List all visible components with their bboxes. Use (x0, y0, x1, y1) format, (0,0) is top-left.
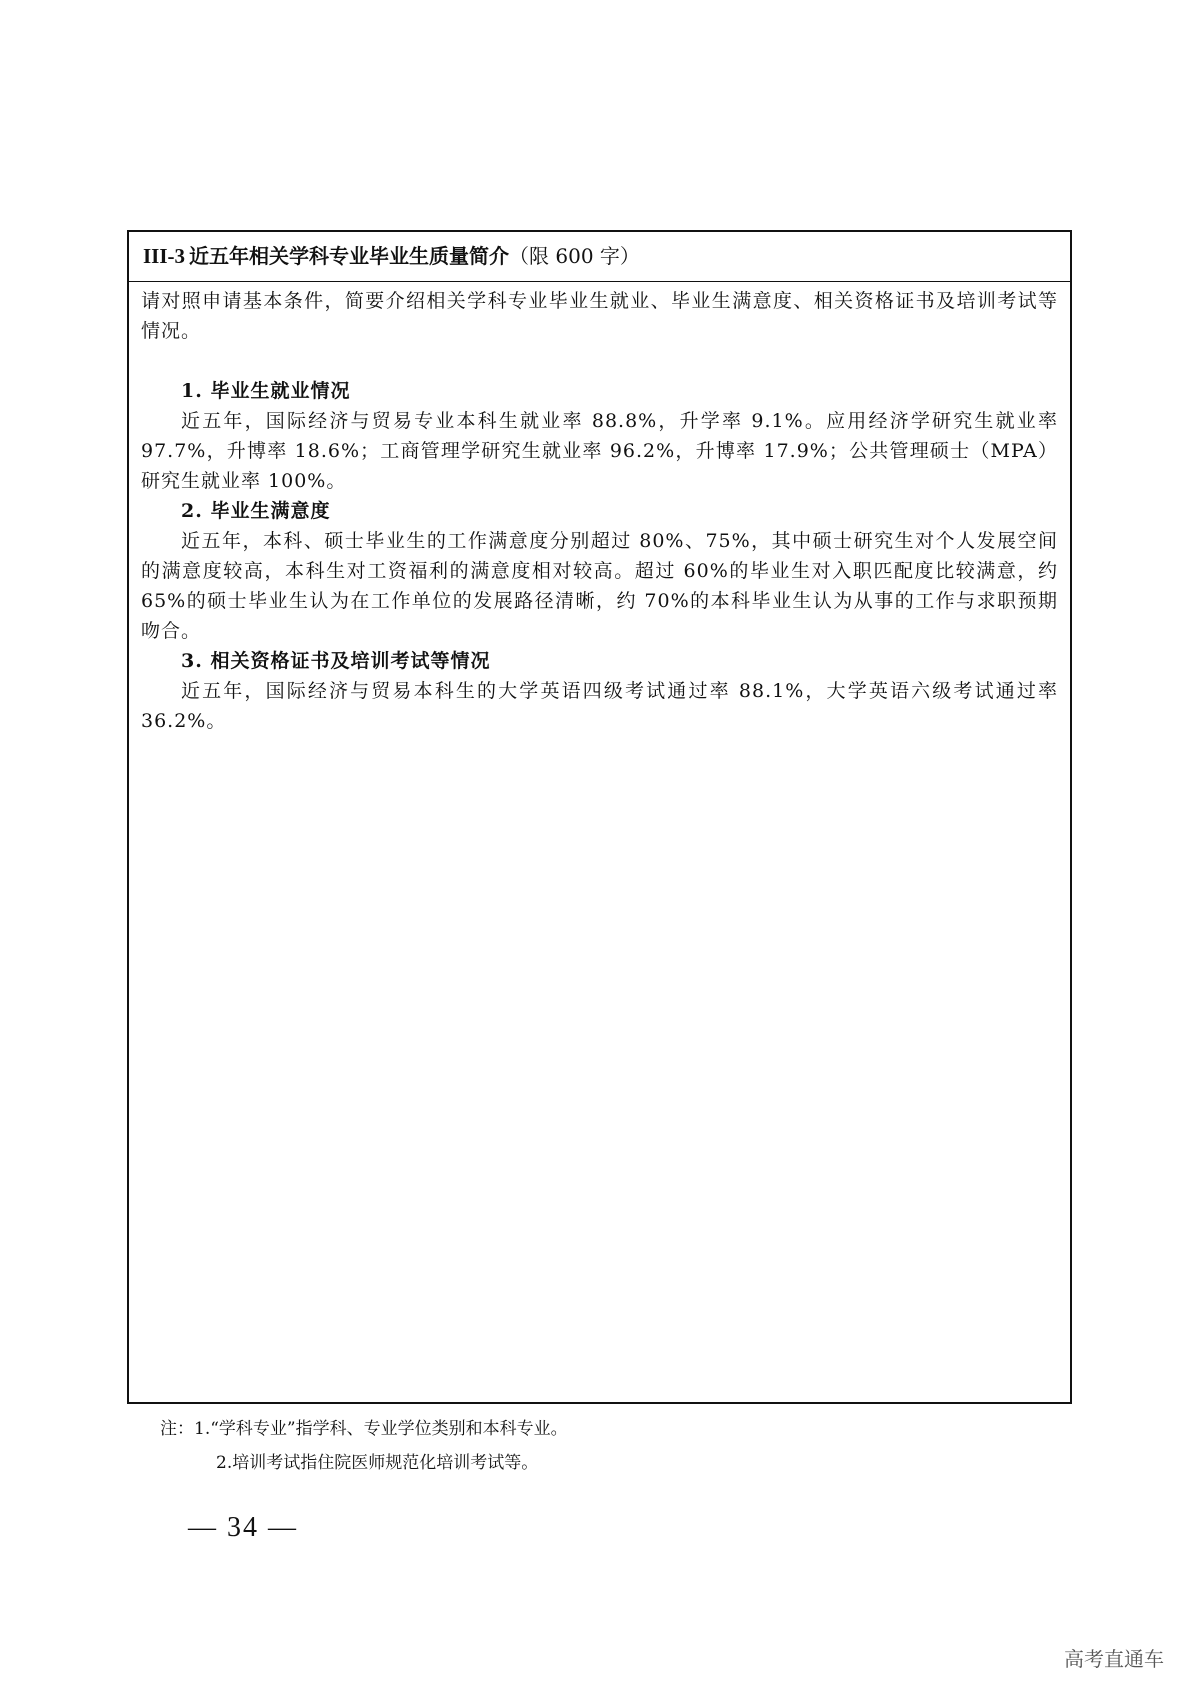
page-number: — 34 — (188, 1512, 298, 1543)
section-text-employment: 近五年，国际经济与贸易专业本科生就业率 88.8%，升学率 9.1%。应用经济学研究生就业率 97.7%，升博率 18.6%；工商管理学研究生就业率 96.2%，升博率 17.9%；公共管理硕士（MPA）研究生就业率 100%。 (141, 410, 1058, 492)
instruction-text: 请对照申请基本条件，简要介绍相关学科专业毕业生就业、毕业生满意度、相关资格证书及培训考试等情况。 (141, 290, 1058, 342)
watermark: 高考直通车 (1064, 1647, 1164, 1671)
section-heading-employment: 1. 毕业生就业情况 (181, 380, 351, 402)
table-body (129, 282, 1070, 736)
table-header (129, 232, 1070, 282)
word-limit: （限 600 字） (509, 244, 640, 268)
section-code: III-3 (143, 244, 186, 268)
footnote-2: 2.培训考试指住院医师规范化培训考试等。 (216, 1453, 539, 1473)
section-heading-certificates: 3. 相关资格证书及培训考试等情况 (181, 650, 491, 672)
section-text-certificates: 近五年，国际经济与贸易本科生的大学英语四级考试通过率 88.1%，大学英语六级考试通过率 36.2%。 (141, 680, 1058, 732)
section-text-satisfaction: 近五年，本科、硕士毕业生的工作满意度分别超过 80%、75%，其中硕士研究生对个人发展空间的满意度较高，本科生对工资福利的满意度相对较高。超过 60%的毕业生对入职匹配度比较满意，约 65%的硕士毕业生认为在工作单位的发展路径清晰，约 70%的本科毕业生认为从事的工作与求职预期吻合。 (141, 530, 1058, 642)
section-title: 近五年相关学科专业毕业生质量简介 (189, 244, 510, 268)
section-heading-satisfaction: 2. 毕业生满意度 (181, 500, 331, 522)
footnote-1: 注：1.“学科专业”指学科、专业学位类别和本科专业。 (160, 1419, 568, 1439)
quality-summary-table (127, 230, 1072, 1404)
footnotes (160, 1412, 568, 1480)
